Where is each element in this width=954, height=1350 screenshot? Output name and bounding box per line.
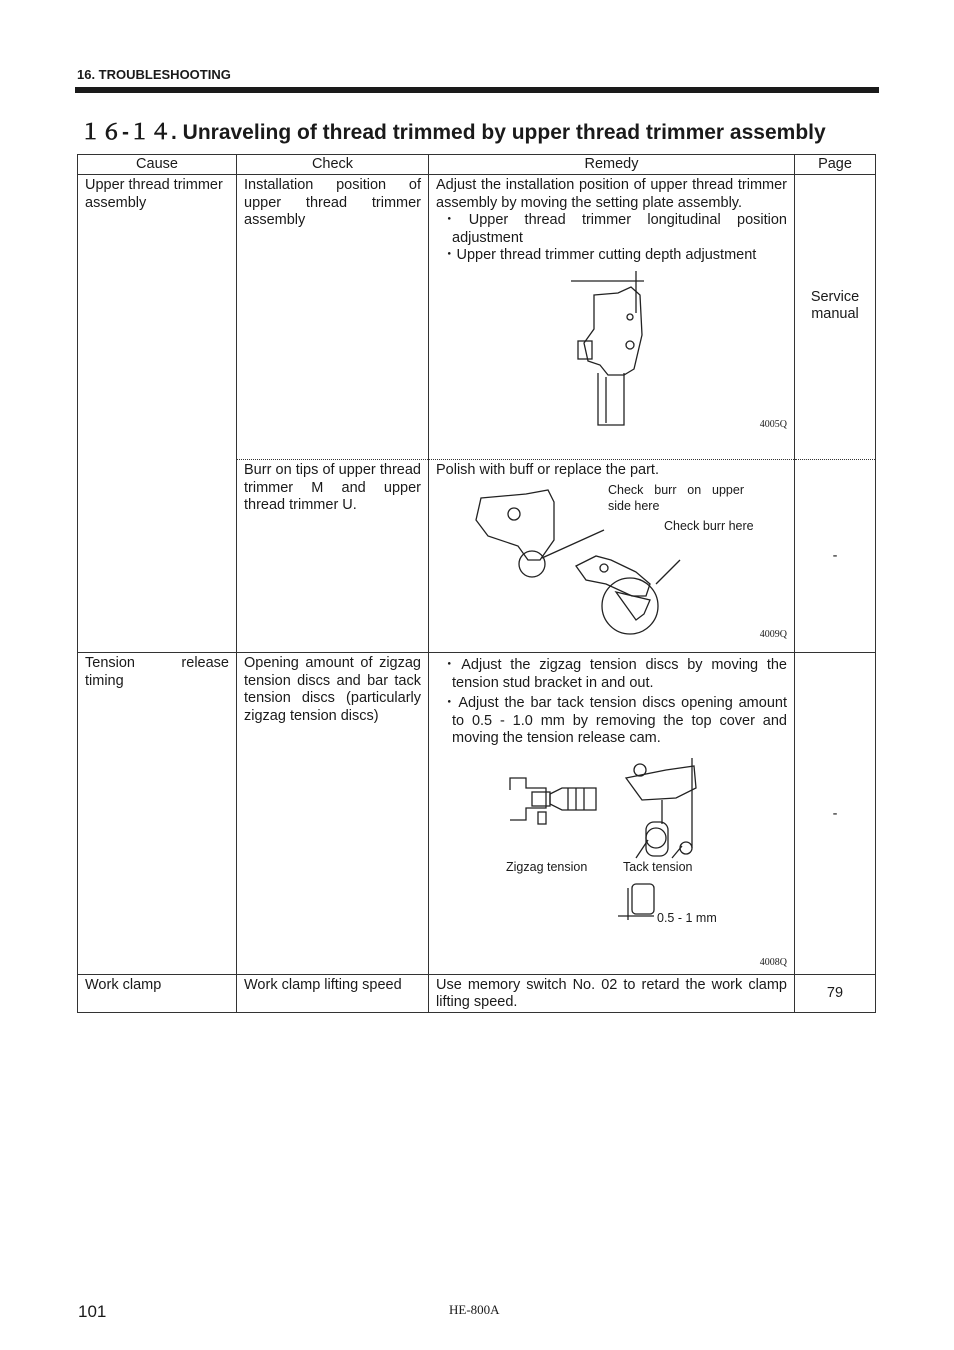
page-reference: 79 — [826, 985, 844, 1002]
column-header-page: Page — [795, 155, 876, 175]
figure-code: 4009Q — [759, 629, 787, 640]
gap-measurement-label: 0.5 - 1 mm — [657, 910, 717, 925]
trimmer-assembly-illustration — [436, 265, 788, 436]
page-cell — [795, 460, 876, 653]
section-header: 16. TROUBLESHOOTING — [77, 67, 231, 82]
tension-discs-illustration — [436, 748, 788, 974]
page-title: １６-１４. Unraveling of thread trimmed by upper thread trimmer assembly — [80, 121, 826, 144]
table-header-row — [78, 155, 876, 175]
check-text: Installation position of upper thread trimmer assembly — [244, 177, 421, 228]
burr-label: Check burr here — [664, 518, 754, 533]
page-cell — [795, 974, 876, 1012]
table-row — [78, 974, 876, 1012]
remedy-cell — [429, 175, 795, 460]
remedy-text: Use memory switch No. 02 to retard the work clamp lifting speed. — [436, 976, 787, 1010]
column-header-remedy: Remedy — [429, 155, 795, 175]
header-rule — [75, 87, 879, 93]
table-row — [78, 653, 876, 975]
figure-code: 4008Q — [759, 957, 787, 968]
column-header-check: Check — [237, 155, 429, 175]
burr-upper-label: Check burr on upper side here — [608, 482, 744, 513]
model-name: HE-800A — [449, 1302, 500, 1317]
remedy-cell — [429, 460, 795, 653]
check-text: Work clamp lifting speed — [244, 976, 402, 993]
page-cell — [795, 653, 876, 975]
cause-cell — [78, 974, 237, 1012]
cause-text: Work clamp — [85, 976, 162, 993]
tension-discs-figure — [436, 748, 787, 974]
tack-tension-label: Tack tension — [623, 859, 693, 874]
cause-cell — [78, 175, 237, 653]
table-row — [78, 175, 876, 460]
remedy-text: Adjust the installation position of upper thread trimmer assembly by moving the setting plate assembly. — [436, 177, 787, 211]
figure-code: 4005Q — [759, 419, 787, 430]
troubleshooting-table — [77, 154, 876, 1013]
remedy-bullet: ・Adjust the bar tack tension discs opening amount to 0.5 - 1.0 mm by removing the top cover and moving the tension release cam. — [442, 695, 787, 746]
check-cell — [237, 460, 429, 653]
zigzag-tension-label: Zigzag tension — [506, 859, 588, 874]
column-header-cause: Cause — [78, 155, 237, 175]
remedy-bullet: ・Adjust the zigzag tension discs by moving the tension stud bracket in and out. — [442, 657, 787, 691]
burr-check-figure — [436, 480, 787, 646]
cause-text: Tension release timing — [85, 655, 229, 689]
remedy-cell — [429, 653, 795, 975]
page-reference: - — [832, 805, 838, 822]
cause-cell — [78, 653, 237, 975]
remedy-text: Polish with buff or replace the part. — [436, 462, 659, 478]
check-text: Opening amount of zigzag tension discs and bar tack tension discs (particularly zigzag tension discs) — [244, 655, 421, 724]
remedy-bullet: ・Upper thread trimmer cutting depth adjustment — [442, 247, 757, 263]
page-number: 101 — [78, 1302, 107, 1321]
check-cell — [237, 653, 429, 975]
remedy-cell — [429, 974, 795, 1012]
remedy-bullet: ・Upper thread trimmer longitudinal position adjustment — [442, 212, 787, 246]
page-reference: Service manual — [810, 288, 860, 322]
page-reference: - — [832, 548, 838, 565]
trimmer-assembly-figure — [436, 265, 787, 436]
check-text: Burr on tips of upper thread trimmer M and upper thread trimmer U. — [244, 462, 421, 513]
check-cell — [237, 175, 429, 460]
cause-text: Upper thread trimmer assembly — [85, 177, 223, 211]
check-cell — [237, 974, 429, 1012]
page-cell — [795, 175, 876, 460]
